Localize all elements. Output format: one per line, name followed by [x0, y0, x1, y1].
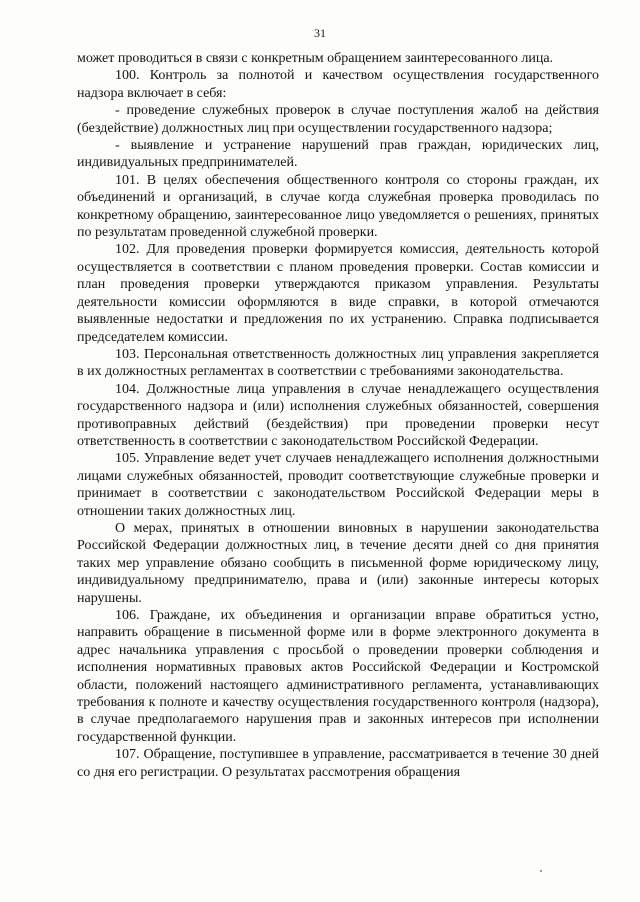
paragraph-107: 107. Обращение, поступившее в управление, рассматривается в течение 30 дней со дня его регистрации. О результатах рассмотрения обращения: [77, 747, 599, 780]
page-number: 31: [314, 26, 326, 40]
paragraph-102: 102. Для проведения проверки формируется комиссия, деятельность которой осуществляется в соответствии с планом проведения проверки. Состав комиссии и план проведения проверки утверждаются приказом управления. Результаты деятельности комиссии оформляются в виде справки, в которой отмечаются выявленные недостатки и предложения по их устранению. Справка подписывается председателем комиссии.: [77, 242, 599, 345]
scan-speck: [540, 870, 542, 872]
paragraph-101: 101. В целях обеспечения общественного контроля со стороны граждан, их объединений и организаций, в случае когда служебная проверка проводилась по конкретному обращению, заинтересованное лицо уведомляется о решениях, принятых по результатам проведенной служебной проверки.: [77, 172, 599, 241]
paragraph-104: 104. Должностные лица управления в случае ненадлежащего осуществления государственного надзора и (или) исполнения служебных обязанностей, совершения противоправных действий (бездействия) при проведении проверки несут ответственность в соответствии с законодательством Российской Федерации.: [77, 381, 599, 449]
paragraph-continuation: может проводиться в связи с конкретным обращением заинтересованного лица.: [77, 51, 554, 66]
paragraph-measures: О мерах, принятых в отношении виновных в нарушении законодательства Российской Федерации должностных лиц, в течение десяти дней со дня принятия таких мер управление обязано сообщить в письменной форме юридическому лицу, индивидуальному предпринимателю, права и (или) законные интересы которых нарушены.: [77, 520, 599, 606]
list-item-service-checks: - проведение служебных проверок в случае поступления жалоб на действия (бездействие) должностных лиц при осуществлении государственного надзора;: [77, 103, 599, 136]
list-item-violations: - выявление и устранение нарушений прав граждан, юридических лиц, индивидуальных предпринимателей.: [77, 138, 599, 171]
paragraph-105: 105. Управление ведет учет случаев ненадлежащего исполнения должностными лицами служебных обязанностей, проводит соответствующие служебные проверки и принимает в соответствии с законодательством Российской Федерации меры в отношении таких должностных лиц.: [77, 451, 599, 519]
paragraph-103: 103. Персональная ответственность должностных лиц управления закрепляется в их должностных регламентах в соответствии с требованиями законодательства.: [77, 346, 599, 380]
document-body: [77, 50, 599, 781]
paragraph-106: 106. Граждане, их объединения и организации вправе обратиться устно, направить обращение в письменной форме или в форме электронного документа в адрес начальника управления с просьбой о проведении проверки соблюдения и исполнения нормативных правовых актов Российской Федерации и Костромской области, положений настоящего административного регламента, устанавливающих требования к полноте и качеству осуществления государственного контроля (надзора), в случае предполагаемого нарушения прав и законных интересов при исполнении государственной функции.: [77, 608, 599, 745]
paragraph-100: 100. Контроль за полнотой и качеством осуществления государственного надзора включает в себя:: [77, 68, 599, 101]
